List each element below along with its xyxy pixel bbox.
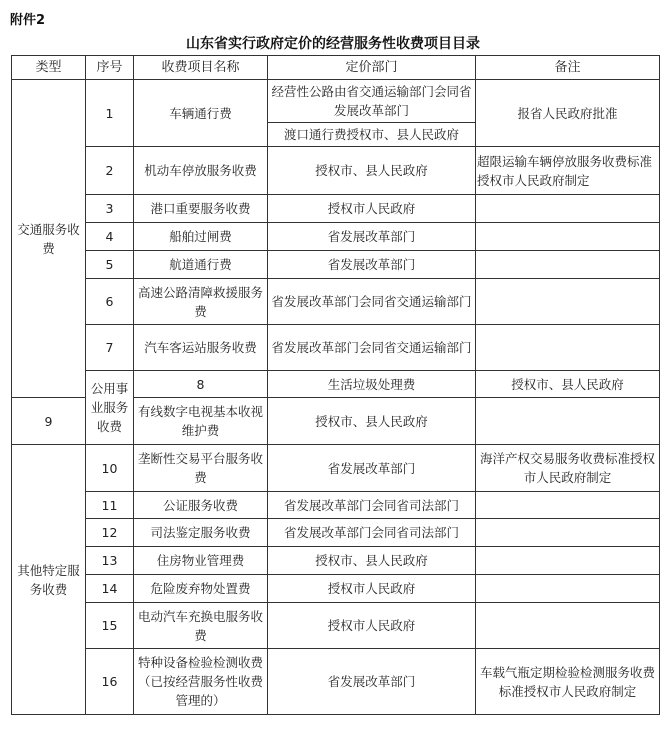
row-dept: 授权市、县人民政府 <box>268 547 476 575</box>
row-remark <box>476 492 660 519</box>
header-type: 类型 <box>12 56 86 80</box>
header-name: 收费项目名称 <box>134 56 268 80</box>
row-no: 13 <box>86 547 134 575</box>
row-name: 有线数字电视基本收视维护费 <box>134 398 268 445</box>
row-no: 5 <box>86 251 134 279</box>
table-row <box>12 547 660 575</box>
row-remark <box>476 251 660 279</box>
row-remark <box>476 325 660 371</box>
row-name: 公证服务收费 <box>134 492 268 519</box>
row-name: 司法鉴定服务收费 <box>134 519 268 547</box>
row-dept: 省发展改革部门会同省交通运输部门 <box>268 325 476 371</box>
row-remark <box>476 519 660 547</box>
row-name: 垄断性交易平台服务收费 <box>134 445 268 492</box>
table-row <box>12 223 660 251</box>
row-name: 住房物业管理费 <box>134 547 268 575</box>
row-dept: 授权市人民政府 <box>268 195 476 223</box>
row-name: 汽车客运站服务收费 <box>134 325 268 371</box>
row-no: 3 <box>86 195 134 223</box>
table-row <box>12 575 660 603</box>
row-no: 10 <box>86 445 134 492</box>
row-remark <box>476 195 660 223</box>
row-dept: 省发展改革部门 <box>268 223 476 251</box>
row-name: 船舶过闸费 <box>134 223 268 251</box>
table-row <box>12 603 660 649</box>
row-remark <box>476 575 660 603</box>
row-no: 16 <box>86 649 134 715</box>
row-name: 生活垃圾处理费 <box>268 371 476 398</box>
table-row <box>12 195 660 223</box>
row-no: 2 <box>86 147 134 195</box>
row-dept: 省发展改革部门会同省司法部门 <box>268 519 476 547</box>
row-name: 港口重要服务收费 <box>134 195 268 223</box>
row-name: 特种设备检验检测收费（已按经营服务性收费管理的） <box>134 649 268 715</box>
row-no: 7 <box>86 325 134 371</box>
row-dept: 省发展改革部门会同省交通运输部门 <box>268 279 476 325</box>
row-dept: 授权市、县人民政府 <box>268 398 476 445</box>
row-name: 高速公路清障救援服务费 <box>134 279 268 325</box>
row-remark: 超限运输车辆停放服务收费标准授权市人民政府制定 <box>476 147 660 195</box>
table-header-row <box>12 56 660 80</box>
row-remark <box>476 603 660 649</box>
row-no: 8 <box>134 371 268 398</box>
table-row <box>12 279 660 325</box>
row-dept: 省发展改革部门会同省司法部门 <box>268 492 476 519</box>
table-row <box>12 649 660 715</box>
fee-catalog-table <box>11 55 660 715</box>
row-dept: 省发展改革部门 <box>268 445 476 492</box>
row-name: 电动汽车充换电服务收费 <box>134 603 268 649</box>
row-name: 航道通行费 <box>134 251 268 279</box>
row-remark <box>476 279 660 325</box>
row-remark: 车载气瓶定期检验检测服务收费标准授权市人民政府制定 <box>476 649 660 715</box>
row-no: 6 <box>86 279 134 325</box>
table-row <box>12 445 660 492</box>
row-dept: 授权市人民政府 <box>268 603 476 649</box>
row-remark: 海洋产权交易服务收费标准授权市人民政府制定 <box>476 445 660 492</box>
category-transport: 交通服务收费 <box>12 80 86 398</box>
row-no: 4 <box>86 223 134 251</box>
row-dept: 经营性公路由省交通运输部门会同省发展改革部门 <box>268 80 476 123</box>
row-no: 15 <box>86 603 134 649</box>
table-row <box>12 80 660 123</box>
row-name: 车辆通行费 <box>134 80 268 147</box>
row-name: 危险废弃物处置费 <box>134 575 268 603</box>
row-remark <box>476 547 660 575</box>
table-row <box>12 492 660 519</box>
row-dept: 授权市、县人民政府 <box>476 371 660 398</box>
row-remark <box>476 223 660 251</box>
row-no: 14 <box>86 575 134 603</box>
header-dept: 定价部门 <box>268 56 476 80</box>
row-dept: 省发展改革部门 <box>268 649 476 715</box>
page-title: 山东省实行政府定价的经营服务性收费项目目录 <box>186 36 480 52</box>
row-no: 12 <box>86 519 134 547</box>
row-remark: 报省人民政府批准 <box>476 80 660 147</box>
table-row <box>12 325 660 371</box>
header-remark: 备注 <box>476 56 660 80</box>
row-dept: 省发展改革部门 <box>268 251 476 279</box>
row-no: 9 <box>12 398 86 445</box>
table-row <box>12 147 660 195</box>
row-remark <box>476 398 660 445</box>
category-public: 公用事业服务收费 <box>86 371 134 445</box>
row-dept: 授权市、县人民政府 <box>268 147 476 195</box>
row-name: 机动车停放服务收费 <box>134 147 268 195</box>
row-dept: 授权市人民政府 <box>268 575 476 603</box>
row-no: 11 <box>86 492 134 519</box>
table-row <box>12 519 660 547</box>
table-row <box>12 371 660 398</box>
header-no: 序号 <box>86 56 134 80</box>
table-row <box>12 251 660 279</box>
row-dept-ferry: 渡口通行费授权市、县人民政府 <box>268 123 476 147</box>
row-no: 1 <box>86 80 134 147</box>
category-other: 其他特定服务收费 <box>12 445 86 715</box>
attachment-label: 附件2 <box>10 13 46 28</box>
